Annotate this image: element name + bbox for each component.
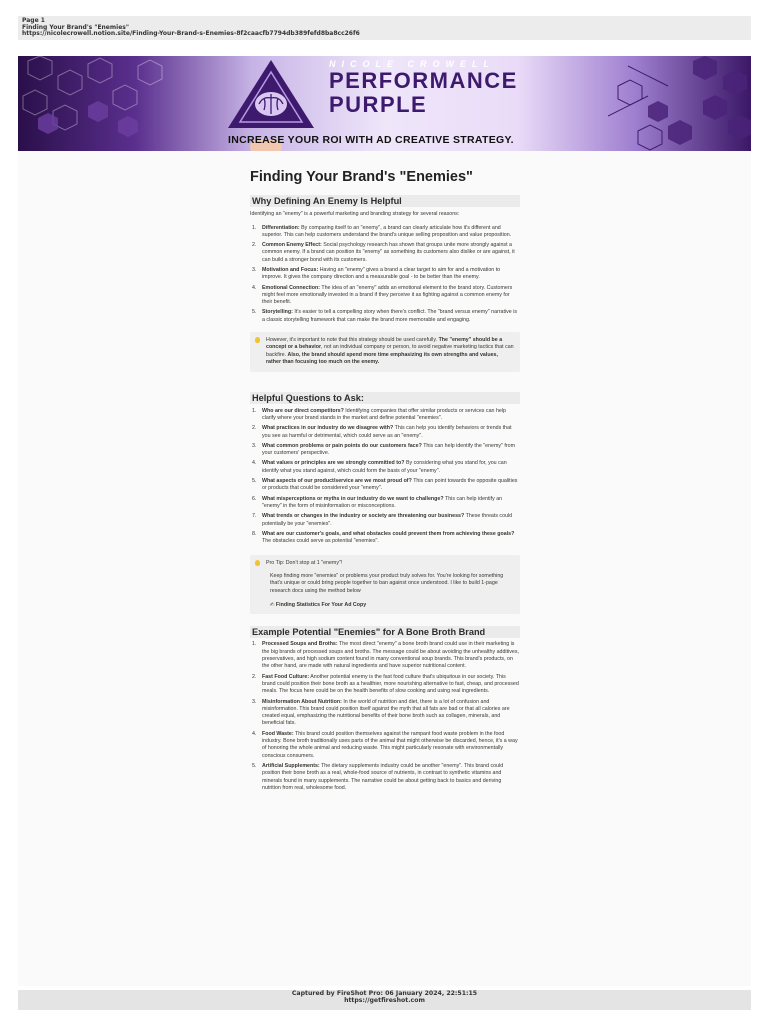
list-item: 6. What misperceptions or myths in our industry do we want to challenge? This can help identify an "enemy" in the form of misinformation or misconceptions. — [252, 495, 503, 509]
list-item: 2. Fast Food Culture: Another potential enemy is the fast food culture that's ubiquitous in our society. This brand could position their bone broth as a healthier, more nourishing alternative to fast, cheap, and processed meals. The focus here could be on the health benefits of slow cooking and using real ingredients. — [252, 673, 519, 695]
hexagon-pattern-right — [608, 56, 751, 151]
brand-author: NICOLE CROWELL — [329, 59, 495, 69]
section-heading-examples: Example Potential "Enemies" for A Bone Broth Brand — [250, 626, 520, 638]
capture-footer — [18, 990, 751, 1010]
list-item: 4. Emotional Connection: The idea of an "enemy" adds an emotional element to the brand story. Customers might feel more emotionally invested in a brand if they perceive it as fighting against a common enemy for their benefit. — [252, 284, 513, 306]
list-item: 5. Storytelling: It's easier to tell a compelling story when there's conflict. The "brand versus enemy" narrative is a classic storytelling framework that can make the brand more memorable and engaging. — [252, 309, 518, 323]
page-title: Finding Your Brand's "Enemies" — [250, 169, 473, 185]
list-item: 4. What values or principles are we strongly committed to? By considering what you stand for, you can identify what you stand against, which could form the basis of your "enemy". — [252, 460, 507, 474]
warning-callout: However, it's important to note that this strategy should be used carefully. The "enemy" should be a concept or a behavior, not an individual company or person, to avoid negative marketing tactics that can backfire. Also, the brand should spend more time emphasizing its own strengths and values, rather than focusing too much on the enemy. — [250, 332, 520, 372]
examples-list — [250, 641, 520, 792]
print-header — [18, 16, 751, 40]
list-item: 5. Artificial Supplements: The dietary supplements industry could be another "enemy". This brand could position their bone broth as a real, whole-food source of nutrients, in contrast to synthetic vitamins and minerals found in many supplements. The narrative could be about getting back to basics and deriving nutrition from real, wholesome food. — [252, 762, 504, 791]
section-heading-why: Why Defining An Enemy Is Helpful — [250, 195, 520, 207]
capture-info: Captured by FireShot Pro: 06 January 2024, 22:51:15 — [291, 990, 478, 997]
list-item: 2. Common Enemy Effect: Social psychology research has shown that groups unite more strongly against a common enemy. If a brand can position its "enemy" as something its customers also dislike or are against, it can build a stronger bond with its customers. — [252, 242, 515, 263]
section-intro: Identifying an "enemy" is a powerful marketing and branding strategy for several reasons: — [250, 211, 460, 217]
page-content — [250, 166, 520, 795]
list-item: 2. What practices in our industry do we disagree with? This can help you identify behaviors or trends that you see as harmful or detrimental, which could serve as an "enemy". — [252, 425, 512, 439]
protip-page-link[interactable]: ✍ Finding Statistics For Your Ad Copy — [270, 602, 367, 609]
hexagon-pattern-left — [18, 56, 168, 151]
print-page-title: Finding Your Brand's "Enemies" — [22, 23, 129, 31]
list-item: 1. Differentiation: By comparing itself to an "enemy", a brand can clearly articulate how it's different and superior. This can help customers understand the brand's unique selling proposition and value proposition. — [252, 224, 512, 238]
reasons-list — [250, 225, 520, 325]
list-item: 3. Misinformation About Nutrition: In the world of nutrition and diet, there is a lot of confusion and misinformation. This brand could position itself against the myth that all fats are bad or that all calories are created equal, emphasizing the nutritional benefits of their bone broth such as collagen, minerals, and beneficial fats. — [252, 698, 510, 727]
list-item: 7. What trends or changes in the industry or society are threatening our business? These threats could potentially be your "enemies". — [252, 513, 513, 527]
lightbulb-icon — [255, 560, 260, 566]
questions-list — [250, 408, 520, 546]
list-item: 5. What aspects of our product/service are we most proud of? This can point towards the opposite qualities or products that could be considered your "enemy". — [252, 478, 518, 492]
protip-callout — [250, 555, 520, 614]
list-item: 8. What are our customer's goals, and what obstacles could prevent them from achieving these goals? The obstacles could serve as potential "enemies". — [252, 530, 515, 545]
capture-url[interactable]: https://getfireshot.com — [344, 997, 425, 1004]
section-heading-questions: Helpful Questions to Ask: — [250, 392, 520, 404]
brand-name-line1: PERFORMANCE — [329, 68, 518, 93]
protip-body: Keep finding more "enemies" or problems your product truly solves for. You're looking for something that's unique or could bring people together to ban against once understood. I like to build 1-page research docs using the method below — [270, 572, 504, 594]
brand-tagline: INCREASE YOUR ROI WITH AD CREATIVE STRATEGY. — [228, 134, 514, 146]
print-page-url: https://nicolecrowell.notion.site/Finding-Your-Brand-s-Enemies-8f2caacfb7794db389fefd8ba8cc26f6 — [22, 30, 360, 37]
brand-name-line2: PURPLE — [329, 92, 428, 117]
list-item: 4. Food Waste: This brand could position themselves against the rampant food waste problem in the food industry. Bone broth traditionally uses parts of the animal that might otherwise be discarded, hence, it's a way of honoring the whole animal and reducing waste. This might particularly resonate with environmentally conscious consumers. — [252, 730, 518, 759]
list-item: 3. What common problems or pain points do our customers face? This can help identify the "enemy" from your customers' perspective. — [252, 442, 515, 457]
list-item: 1. Who are our direct competitors? Identifying companies that offer similar products or services can help clarify where your brand stands in the market and define potential "enemies". — [252, 407, 506, 421]
protip-title: Pro Tip: Don't stop at 1 "enemy"! — [266, 560, 343, 567]
lightbulb-icon — [255, 337, 260, 343]
print-page-number: Page 1 — [22, 17, 45, 24]
list-item: 3. Motivation and Focus: Having an "enemy" gives a brand a clear target to aim for and a motivation to improve. It gives the company direction and a measurable goal - to be better than the enemy. — [252, 266, 501, 281]
notion-page — [18, 56, 751, 986]
list-item: 1. Processed Soups and Broths: The most direct "enemy" a bone broth brand could use in their marketing is the big brands of processed soups and broths. The message could be about avoiding the unhealthy additives, preservatives, and high sodium content found in many conventional soup brands. This brand's products, on the other hand, are made with natural ingredients and have superior nutritional content. — [252, 641, 519, 670]
cover-banner — [18, 56, 751, 151]
brain-triangle-logo — [226, 58, 316, 130]
